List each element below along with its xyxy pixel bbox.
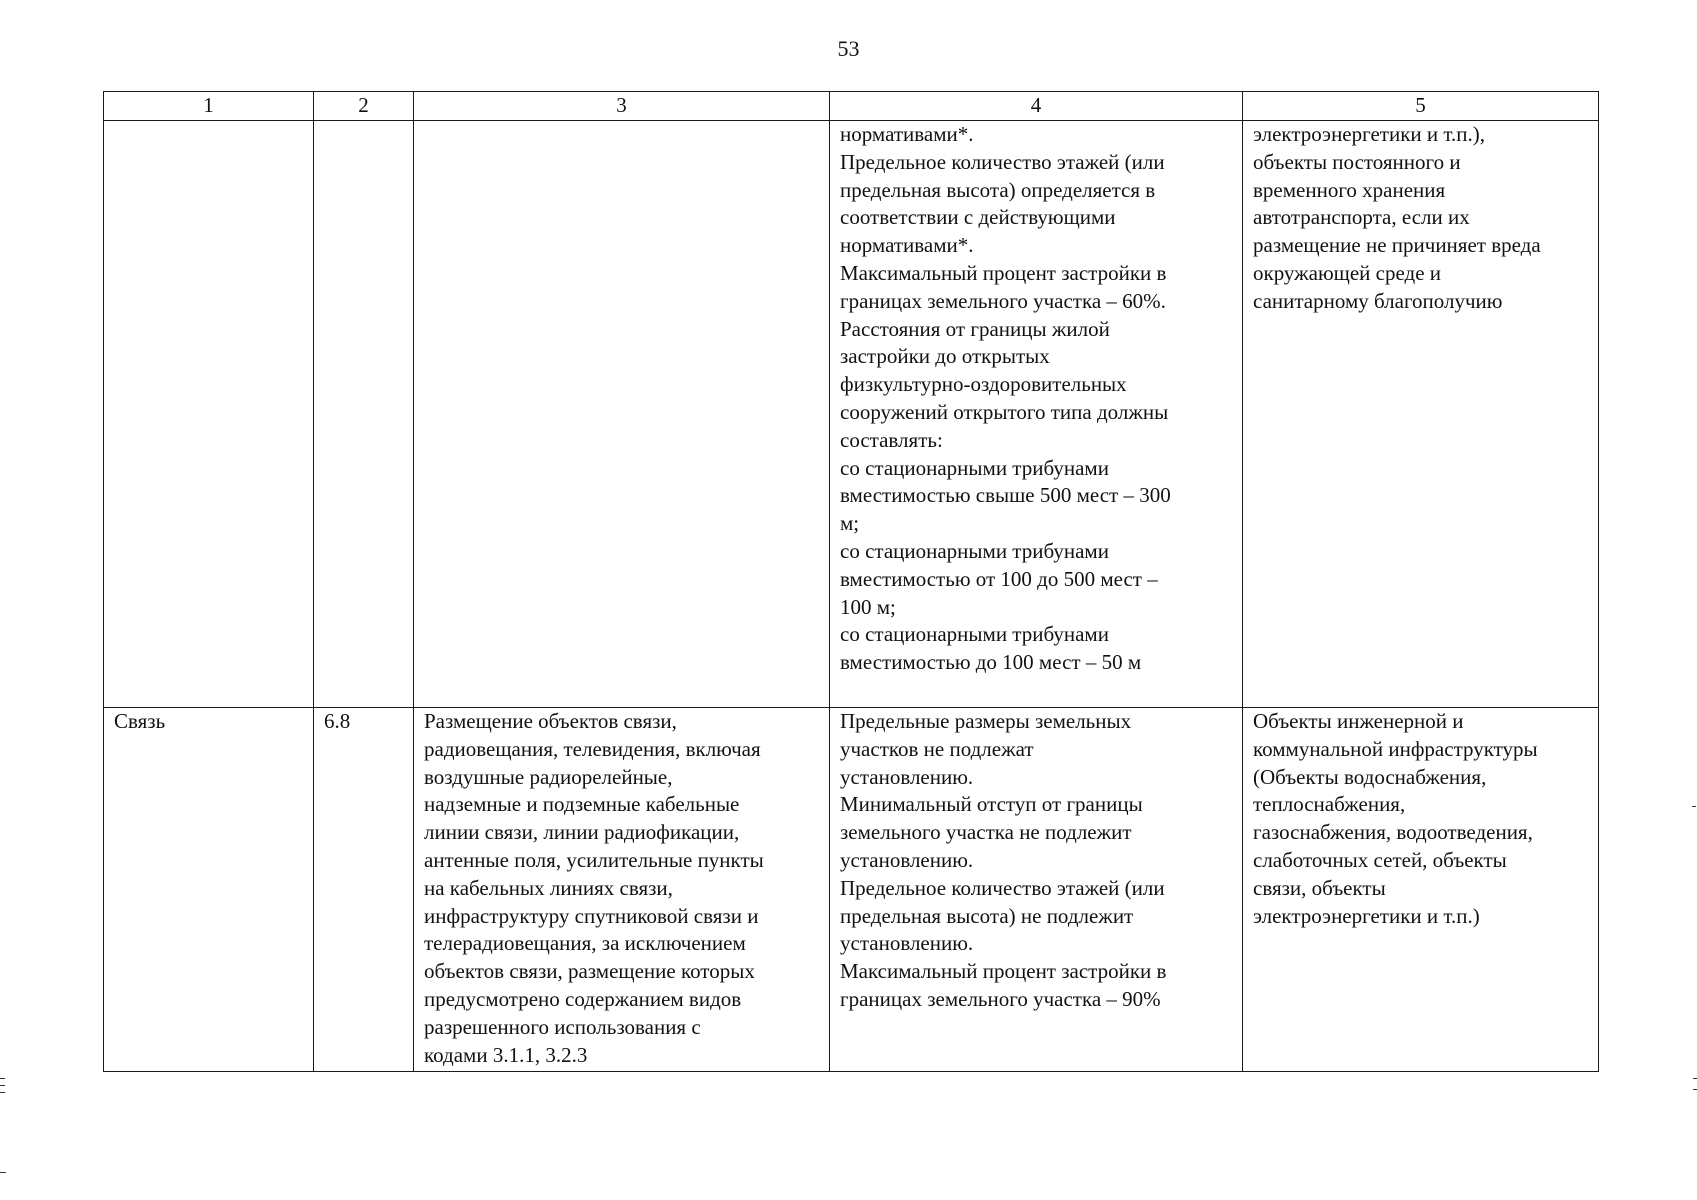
scan-mark-right (1693, 1089, 1697, 1090)
cell-parameters: нормативами*. Предельное количество этажей (или предельная высота) определяется в соответствии с действующими нормативами*. Максимальный процент застройки в границах земельного участка – 60%. Расстояния от границы жилой застройки до открытых физкультурно-оздоровительных сооружений открытого типа должны составлять: со стационарными трибунами вместимостью свыше 500 мест – 300 м; со стационарными трибунами вместимостью от 100 до 500 мест – 100 м; со стационарными трибунами вместимостью до 100 мест – 50 м (830, 121, 1243, 708)
table-header-row (104, 92, 1599, 121)
scan-mark-left (0, 1172, 6, 1173)
column-header-4: 4 (830, 92, 1243, 121)
scan-mark-right (1692, 806, 1696, 807)
scan-mark-left (0, 1078, 5, 1079)
cell-auxiliary-uses: Объекты инженерной и коммунальной инфраструктуры (Объекты водоснабжения, теплоснабжения, газоснабжения, водоотведения, слаботочных сетей, объекты связи, объекты электроэнергетики и т.п.) (1243, 708, 1599, 1072)
regulations-table (103, 91, 1599, 1072)
column-header-5: 5 (1243, 92, 1599, 121)
cell-use-type: Связь (104, 708, 314, 1072)
column-header-2: 2 (314, 92, 414, 121)
cell-description (414, 121, 830, 708)
scan-mark-left (0, 1092, 5, 1093)
table-row (104, 708, 1599, 1072)
cell-use-type (104, 121, 314, 708)
scan-mark-right (1693, 1078, 1697, 1079)
table-row (104, 121, 1599, 708)
column-header-3: 3 (414, 92, 830, 121)
cell-description: Размещение объектов связи, радиовещания, телевидения, включая воздушные радиорелейные, надземные и подземные кабельные линии связи, линии радиофикации, антенные поля, усилительные пункты на кабельных линиях связи, инфраструктуру спутниковой связи и телерадиовещания, за исключением объектов связи, размещение которых предусмотрено содержанием видов разрешенного использования с кодами 3.1.1, 3.2.3 (414, 708, 830, 1072)
page-number: 53 (837, 36, 860, 61)
column-header-1: 1 (104, 92, 314, 121)
cell-code: 6.8 (314, 708, 414, 1072)
scan-mark-left (0, 1085, 5, 1086)
cell-code (314, 121, 414, 708)
cell-auxiliary-uses: электроэнергетики и т.п.), объекты постоянного и временного хранения автотранспорта, если их размещение не причиняет вреда окружающей среде и санитарному благополучию (1243, 121, 1599, 708)
cell-parameters: Предельные размеры земельных участков не подлежат установлению. Минимальный отступ от границы земельного участка не подлежит установлению. Предельное количество этажей (или предельная высота) не подлежит установлению. Максимальный процент застройки в границах земельного участка – 90% (830, 708, 1243, 1072)
